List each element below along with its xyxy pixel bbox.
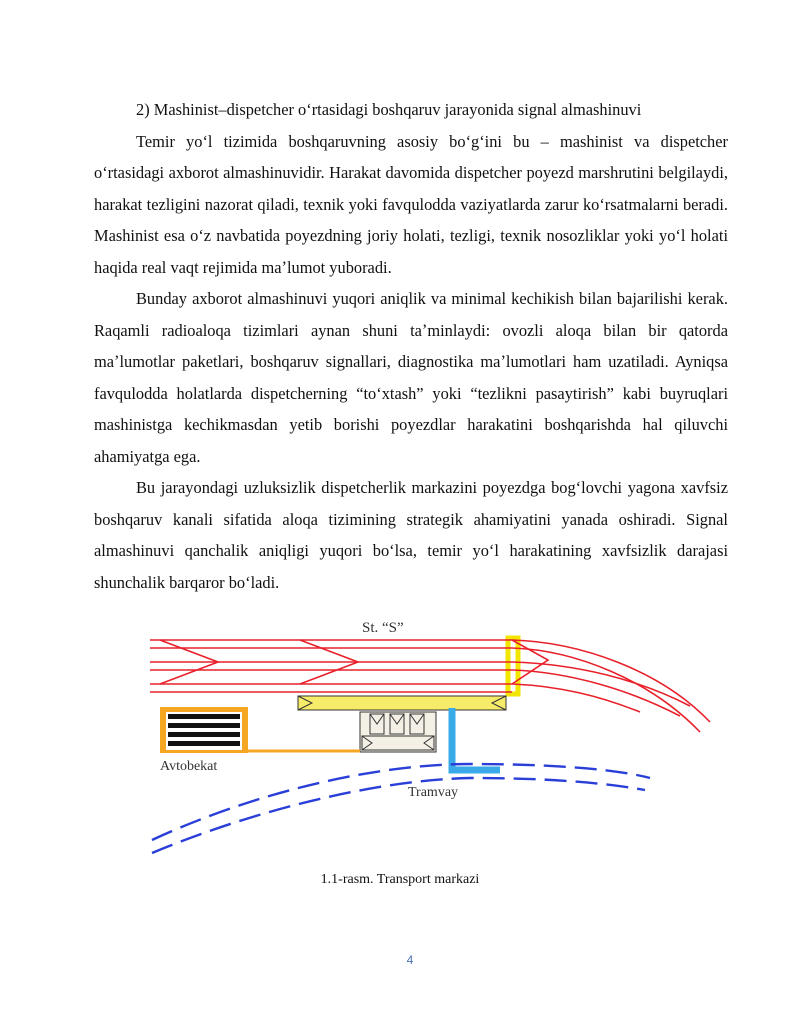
bus-station [160, 707, 248, 753]
page-number: 4 [406, 953, 414, 967]
station-label: St. “S” [362, 620, 404, 636]
body-text [94, 94, 728, 598]
main-platform [298, 696, 506, 710]
bus-station-label: Avtobekat [160, 759, 218, 774]
paragraph: Temir yoʻl tizimida boshqaruvning asosiy boʻgʻini bu – mashinist va dispetcher oʻrtasidagi axborot almashinuvidir. Harakat davomida dispetcher poyezd marshrutini belgilaydi, harakat tezligini nazorat qiladi, texnik yoki favqulodda vaziyatlarda zarur koʻrsatmalarni beradi. Mashinist esa oʻz navbatida poyezdning joriy holati, tezligi, texnik nosozliklar yoki yoʻl holati haqida real vaqt rejimida maʼlumot yuboradi. [94, 131, 728, 277]
section-heading: 2) Mashinist–dispetcher oʻrtasidagi boshqaruv jarayonida signal almashinuvi [136, 100, 642, 119]
tram-tracks [152, 764, 650, 853]
paragraph: Bunday axborot almashinuvi yuqori aniqlik va minimal kechikish bilan bajarilishi kerak. Raqamli radioaloqa tizimlari aynan shuni taʼminlaydi: ovozli aloqa bilan bir qatorda maʼlumotlar paketlari, boshqaruv signallari, diagnostika maʼlumotlari ham uzatiladi. Ayniqsa favqulodda holatlarda dispetcherning “toʻxtash” yoki “tezlikni pasaytirish” kabi buyruqlari mashinistga kechikmasdan yetib borishi poyezdlar harakatini boshqarishda hal qiluvchi ahamiyatga ega. [94, 289, 728, 466]
figure-caption: 1.1-rasm. Transport markazi [320, 872, 480, 887]
paragraph: Bu jarayondagi uzluksizlik dispetcherlik markazini poyezdga bogʻlovchi yagona xavfsiz boshqaruv kanali sifatida aloqa tizimining strategik ahamiyatini yanada oshiradi. Signal almashinuvi qanchalik aniqligi yuqori boʻlsa, temir yoʻl harakatining xavfsizlik darajasi shunchalik barqaror boʻladi. [94, 478, 728, 592]
station-building [360, 712, 436, 752]
platform-frame [508, 638, 518, 694]
transport-hub-figure [140, 610, 720, 868]
tram-connector [452, 708, 500, 770]
tram-label: Tramvay [408, 785, 459, 800]
